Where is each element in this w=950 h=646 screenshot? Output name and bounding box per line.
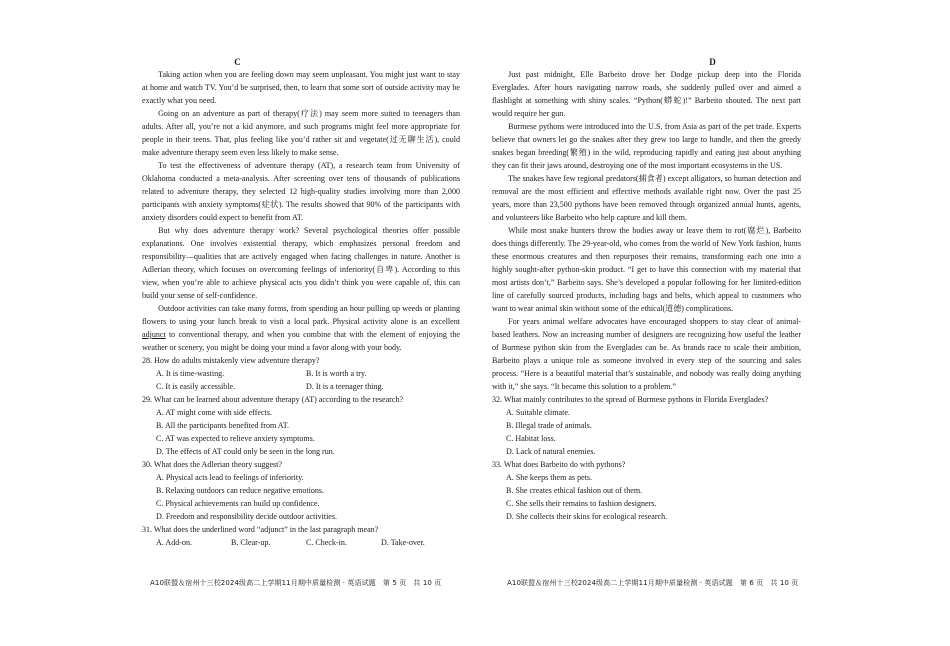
question-29-option-d[interactable]: D. The effects of AT could only be seen in the long run. — [156, 447, 335, 456]
question-33-stem: 33. What does Barbeito do with pythons? — [492, 460, 626, 469]
passage-d-paragraph-1: Just past midnight, Elle Barbeito drove her Dodge pickup deep into the Florida Everglades. After hours navigating narrow roads, she suddenly pulled over and aimed a flashlight at something with shiny scales. “Python(蟒蛇)!” Barbeito shouted. The next part would require her gun. — [492, 70, 801, 118]
passage-c-paragraph-2: Going on an adventure as part of therapy(疗法) may seem more suited to teenagers than adults. After all, you’re not a kid anymore, and such programs might feel more appropriate for people in their teens. That, plus feeling like you’d rather sit and vegetate(过无聊生活), could make adventure therapy seem even less likely to make sense. — [142, 109, 460, 157]
question-30-option-b[interactable]: B. Relaxing outdoors can reduce negative emotions. — [156, 486, 325, 495]
question-29-option-a[interactable]: A. AT might come with side effects. — [156, 408, 272, 417]
passage-d-paragraph-2: Burmese pythons were introduced into the U.S. from Asia as part of the pet trade. Experts believe that owners let go the snakes after they grew too large to handle, and then the greedy snakes began breeding(繁殖) in the wild, reproducing rapidly and eating just about anything they can fit their jaws around, destroying one of the most important ecosystems in the US. — [492, 122, 801, 170]
passage-c-paragraph-5 — [142, 302, 460, 354]
question-31-option-d[interactable]: D. Take-over. — [381, 538, 425, 547]
question-28-option-b[interactable]: B. It is worth a try. — [306, 369, 367, 378]
passage-c-paragraph-1: Taking action when you are feeling down may seem unpleasant. You might just want to stay at home and watch TV. You’d be surprised, then, to learn that some sort of outside activity may be exactly what you need. — [142, 70, 460, 105]
question-29-option-c[interactable]: C. AT was expected to relieve anxiety symptoms. — [156, 434, 315, 443]
question-33-option-c[interactable]: C. She sells their remains to fashion designers. — [506, 499, 657, 508]
right-page — [475, 0, 950, 646]
passage-d-paragraph-3: The snakes have few regional predators(捕食者) except alligators, so human detection and removal are the most efficient and effective methods available right now. Over the past 25 years, more than 23,500 pythons have been removed through organized annual hunts, agents, and volunteers like Barbeito who help capture and kill them. — [492, 174, 801, 222]
page-footer-left: A10联盟＆宿州十三校2024级高二上学期11月期中质量检测 · 英语试题 第 5 页 共 10 页 — [150, 579, 442, 587]
question-31-options-row — [142, 536, 460, 549]
question-33-option-b[interactable]: B. She creates ethical fashion out of them. — [506, 486, 643, 495]
page-footer-right: A10联盟＆宿州十三校2024级高二上学期11月期中质量检测 · 英语试题 第 6 页 共 10 页 — [507, 579, 799, 587]
question-28-option-a[interactable]: A. It is time-wasting. — [156, 369, 225, 378]
question-32-option-a[interactable]: A. Suitable climate. — [506, 408, 570, 417]
question-30-option-c[interactable]: C. Physical achievements can build up confidence. — [156, 499, 320, 508]
section-c-heading: C — [234, 57, 241, 67]
question-32-option-b[interactable]: B. Illegal trade of animals. — [506, 421, 592, 430]
question-32-stem: 32. What mainly contributes to the spread of Burmese pythons in Florida Everglades? — [492, 395, 769, 404]
question-30-stem: 30. What does the Adlerian theory suggest? — [142, 460, 282, 469]
question-28-options-row-1 — [142, 367, 460, 380]
question-28-option-c[interactable]: C. It is easily accessible. — [156, 382, 236, 391]
question-33-option-d[interactable]: D. She collects their skins for ecological research. — [506, 512, 668, 521]
question-33-option-a[interactable]: A. She keeps them as pets. — [506, 473, 593, 482]
question-28-options-row-2 — [142, 380, 460, 393]
section-d-heading: D — [709, 57, 716, 67]
passage-c-p5-before: Outdoor activities can take many forms, from spending an hour pulling up weeds or planting flowers to using your lunch break to visit a local park. Physical activity alone is an excellent — [142, 304, 460, 326]
passage-c-p5-after: to conventional therapy, and when you combine that with the element of enjoying the weather or scenery, you might be doing your mind a favor along with your body. — [142, 330, 460, 352]
passage-c-paragraph-3: To test the effectiveness of adventure therapy (AT), a research team from University of Oklahoma conducted a meta-analysis. After screening over tens of thousands of publications related to adventure therapy, they selected 12 high-quality studies involving more than 2,000 participants with anxiety symptoms(症状). The results showed that 90% of the participants with anxiety disorders could expect to benefit from AT. — [142, 161, 460, 222]
question-32-option-d[interactable]: D. Lack of natural enemies. — [506, 447, 596, 456]
underlined-word-adjunct: adjunct — [142, 330, 166, 339]
question-32-option-c[interactable]: C. Habitat loss. — [506, 434, 556, 443]
question-31-option-b[interactable]: B. Clear-up. — [231, 538, 271, 547]
question-29-stem: 29. What can be learned about adventure therapy (AT) according to the research? — [142, 395, 404, 404]
question-29-option-b[interactable]: B. All the participants benefited from AT. — [156, 421, 290, 430]
question-31-option-a[interactable]: A. Add-on. — [156, 538, 192, 547]
passage-d-paragraph-4: While most snake hunters throw the bodies away or leave them to rot(腐烂), Barbeito does things differently. The 29-year-old, who comes from the world of New York fashion, hunts these enormous creatures and then repurposes their remains, transforming each one into a highly sought-after python-skin product. “I get to have this connection with my material that most artists don’t,” Barbeito says. She’s developed a popular following for her limited-edition line of carefully sourced products, including bags and belts, which appeal to customers who want to wear animal skin without some of the ethical(道德) complications. — [492, 226, 801, 313]
question-30-option-d[interactable]: D. Freedom and responsibility decide outdoor activities. — [156, 512, 338, 521]
question-28-stem: 28. How do adults mistakenly view adventure therapy? — [142, 356, 320, 365]
passage-c-paragraph-4: But why does adventure therapy work? Several psychological theories offer possible explanations. One involves existential therapy, which emphasizes personal freedom and responsibility—qualities that are actively engaged when facing challenges in nature. Another is Adlerian theory, which focuses on overcoming feelings of inferiority(自卑). According to this view, when you’re able to achieve physical acts you didn’t think you were capable of, this can build your sense of self-confidence. — [142, 226, 460, 300]
section-d-column — [492, 68, 801, 523]
question-28-option-d[interactable]: D. It is a teenager thing. — [306, 382, 384, 391]
question-30-option-a[interactable]: A. Physical acts lead to feelings of inferiority. — [156, 473, 304, 482]
question-31-option-c[interactable]: C. Check-in. — [306, 538, 347, 547]
section-c-column — [142, 68, 460, 549]
question-31-stem: 31. What does the underlined word “adjunct” in the last paragraph mean? — [142, 525, 379, 534]
passage-d-paragraph-5: For years animal welfare advocates have encouraged shoppers to stay clear of animal-based leathers. Now an increasing number of designers are recognizing how useful the leather of Burmese python skin from the Everglades can be. As brands race to scale their ambition, Barbeito plays a unique role as someone involved in every step of the sourcing and sales process. “Here is a beautiful material that’s sustainable, and nobody was really doing anything with it,” she says. “It became this solution to a problem.” — [492, 317, 801, 391]
